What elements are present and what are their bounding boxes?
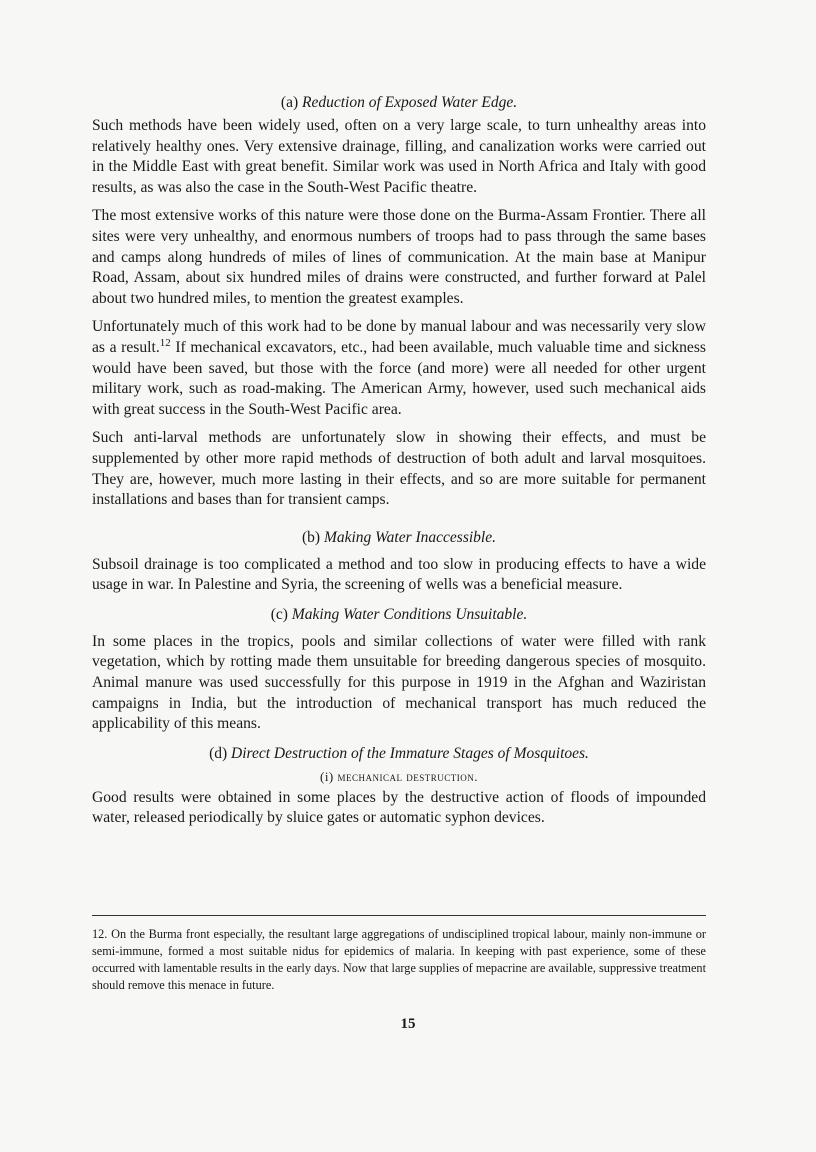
section-c-heading bbox=[92, 604, 706, 626]
footnote-divider bbox=[92, 915, 706, 916]
section-b-letter: (b) bbox=[302, 528, 321, 546]
section-d-letter: (d) bbox=[209, 744, 228, 762]
section-a-paragraph-2: The most extensive works of this nature were those done on the Burma-Assam Frontier. There all sites were very unhealthy, and enormous numbers of troops had to pass through the same bases and camps along hundreds of miles of lines of communication. At the main base at Manipur Road, Assam, about six hundred miles of drains were constructed, and further forward at Palel about two hundred miles, to mention the greatest examples. bbox=[92, 207, 706, 307]
section-a-paragraph-1: Such methods have been widely used, often on a very large scale, to turn unhealthy areas into relatively healthy ones. Very extensive drainage, filling, and canalization works were carried out in the Middle East with great benefit. Similar work was used in North Africa and Italy with good results, as was also the case in the South-West Pacific theatre. bbox=[92, 117, 706, 196]
section-c-paragraph: In some places in the tropics, pools and similar collections of water were filled with rank vegetation, which by rotting made them unsuitable for breeding dangerous species of mosquito. Animal manure was used successfully for this purpose in 1919 in the Afghan and Waziristan campaigns in India, but the introduction of mechanical transport has much reduced the applicability of this means. bbox=[92, 632, 706, 733]
section-d-sub-numeral: (i) bbox=[319, 768, 334, 784]
footnote bbox=[92, 926, 706, 994]
main-text bbox=[92, 92, 706, 837]
section-c-letter: (c) bbox=[270, 605, 288, 623]
section-d-sub-title: mechanical destruction. bbox=[337, 768, 479, 784]
section-a-heading bbox=[92, 92, 706, 114]
section-a-paragraph-4: Such anti-larval methods are unfortunately slow in showing their effects, and must be supplemented by other more rapid methods of destruction of both adult and larval mosquitoes. They are, however, much more lasting in their effects, and so are more suitable for permanent installations and bases than for transient camps. bbox=[92, 429, 706, 509]
section-a-letter: (a) bbox=[280, 94, 299, 111]
section-a-title: Reduction of Exposed Water Edge. bbox=[301, 94, 518, 111]
section-d-heading bbox=[92, 743, 706, 765]
section-d-subheading bbox=[92, 767, 706, 787]
section-a-paragraph-3-end: If mechanical excavators, etc., had been available, much valuable time and sickness would have been saved, but those with the force (and more) were all needed for other urgent military work, such as road-making. The American Army, however, used such mechanical aids with great success in the South-West Pacific area. bbox=[92, 338, 706, 418]
section-a-paragraph-3-start: Unfortunately much of this work had to be done by manual labour and was necessarily very slow as a result. bbox=[92, 318, 706, 356]
footnote-reference: 12 bbox=[159, 336, 171, 349]
footnote-number: 12. bbox=[92, 927, 108, 941]
section-c-title: Making Water Conditions Unsuitable. bbox=[291, 605, 528, 623]
page-number: 15 bbox=[400, 1016, 416, 1032]
section-b-paragraph: Subsoil drainage is too complicated a method and too slow in producing effects to have a wide usage in war. In Palestine and Syria, the screening of wells was a beneficial measure. bbox=[92, 555, 706, 594]
section-d-paragraph: Good results were obtained in some places by the destructive action of floods of impounded water, released periodically by sluice gates or automatic syphon devices. bbox=[92, 788, 706, 827]
section-d-title: Direct Destruction of the Immature Stages of Mosquitoes. bbox=[231, 744, 589, 762]
section-b-heading bbox=[92, 527, 706, 549]
footnote-text: On the Burma front especially, the resultant large aggregations of undisciplined tropical labour, mainly non-immune or semi-immune, formed a most suitable nidus for epidemics of malaria. In keeping with past experience, some of these occurred with lamentable results in the early days. Now that large supplies of mepacrine are available, suppressive treatment should remove this menace in future. bbox=[92, 927, 706, 992]
section-b-title: Making Water Inaccessible. bbox=[323, 528, 496, 546]
section-a-paragraph-3 bbox=[92, 317, 706, 420]
